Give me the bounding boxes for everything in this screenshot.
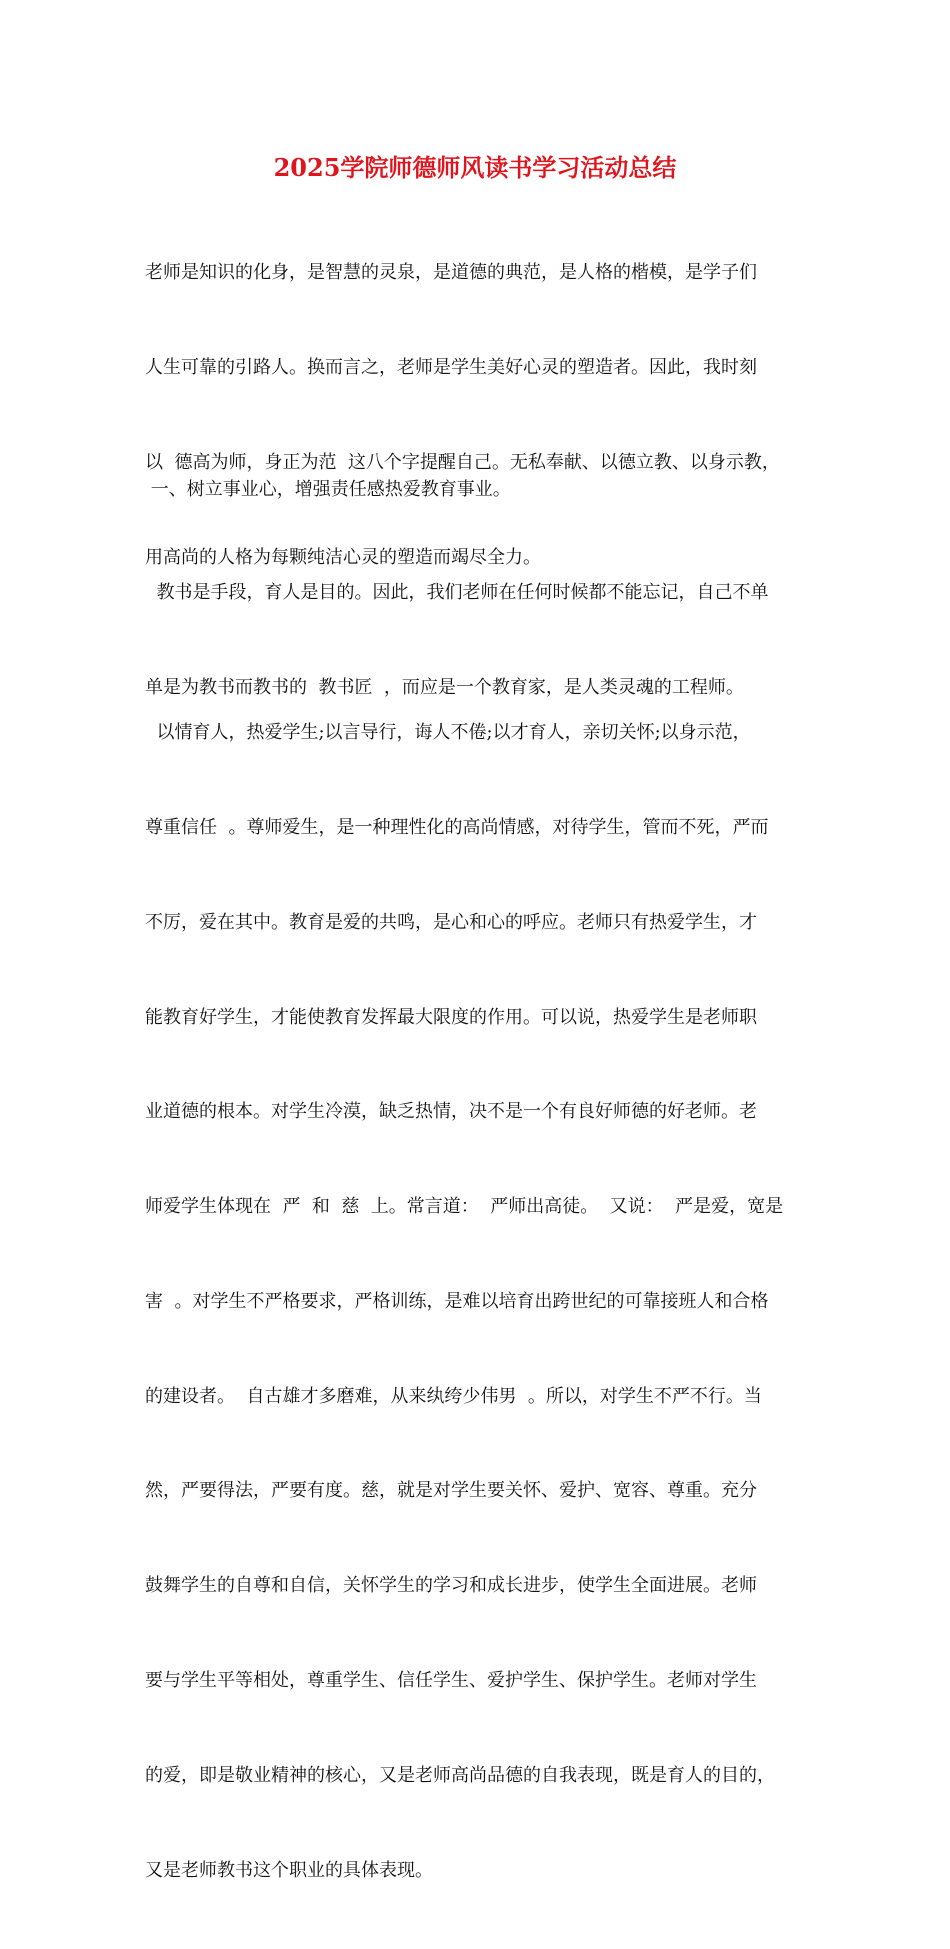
paragraph-line: 鼓舞学生的自尊和自信，关怀学生的学习和成长进步，使学生全面进展。老师 bbox=[145, 1575, 757, 1597]
paragraph-line: 老师是知识的化身，是智慧的灵泉，是道德的典范，是人格的楷模，是学子们 bbox=[145, 262, 757, 284]
paragraph-line: 要与学生平等相处，尊重学生、信任学生、爱护学生、保护学生。老师对学生 bbox=[145, 1670, 757, 1691]
paragraph-line: 师爱学生体现在 严 和 慈 上。常言道： 严师出高徒。 又说： 严是爱，宽是 bbox=[145, 1196, 784, 1218]
paragraph-line: 人生可靠的引路人。换而言之，老师是学生美好心灵的塑造者。因此，我时刻 bbox=[145, 356, 757, 378]
paragraph-line: 的爱，即是敬业精神的核心，又是老师高尚品德的自我表现，既是育人的目的， bbox=[145, 1764, 775, 1786]
paragraph-line: 的建设者。 自古雄才多磨难，从来纨绔少伟男 。所以，对学生不严不行。当 bbox=[145, 1385, 762, 1407]
paragraph-line: 然，严要得法，严要有度。慈，就是对学生要关怀、爱护、宽容、尊重。充分 bbox=[145, 1480, 757, 1502]
paragraph-line: 用高尚的人格为每颗纯洁心灵的塑造而竭尽全力。 bbox=[145, 546, 541, 568]
paragraph-line: 以情育人，热爱学生;以言导行，诲人不倦;以才育人，亲切关怀;以身示范， bbox=[145, 722, 751, 744]
section-heading-text: 一、树立事业心，增强责任感热爱教育事业。 bbox=[145, 479, 511, 501]
paragraph-love bbox=[145, 654, 810, 1949]
paragraph-line: 不厉，爱在其中。教育是爱的共鸣，是心和心的呼应。老师只有热爱学生，才 bbox=[145, 911, 757, 933]
paragraph-line: 尊重信任 。尊师爱生，是一种理性化的高尚情感，对待学生，管而不死，严而 bbox=[145, 816, 769, 838]
paragraph-line: 教书是手段，育人是目的。因此，我们老师在任何时候都不能忘记，自己不单 bbox=[145, 582, 769, 604]
paragraph-line: 能教育好学生，才能使教育发挥最大限度的作用。可以说，热爱学生是老师职 bbox=[145, 1006, 757, 1028]
paragraph-line: 单是为教书而教书的 教书匠 ，而应是一个教育家，是人类灵魂的工程师。 bbox=[145, 676, 744, 698]
paragraph-line: 又是老师教书这个职业的具体表现。 bbox=[145, 1859, 433, 1881]
document-title: 2025学院师德师风读书学习活动总结 bbox=[273, 153, 677, 182]
paragraph-line: 业道德的根本。对学生冷漠，缺乏热情，决不是一个有良好师德的好老师。老 bbox=[145, 1101, 757, 1123]
paragraph-line: 以 德高为师，身正为范 这八个字提醒自己。无私奉献、以德立教、以身示教， bbox=[145, 451, 780, 473]
paragraph-line: 害 。对学生不严格要求，严格训练，是难以培育出跨世纪的可靠接班人和合格 bbox=[145, 1290, 769, 1312]
